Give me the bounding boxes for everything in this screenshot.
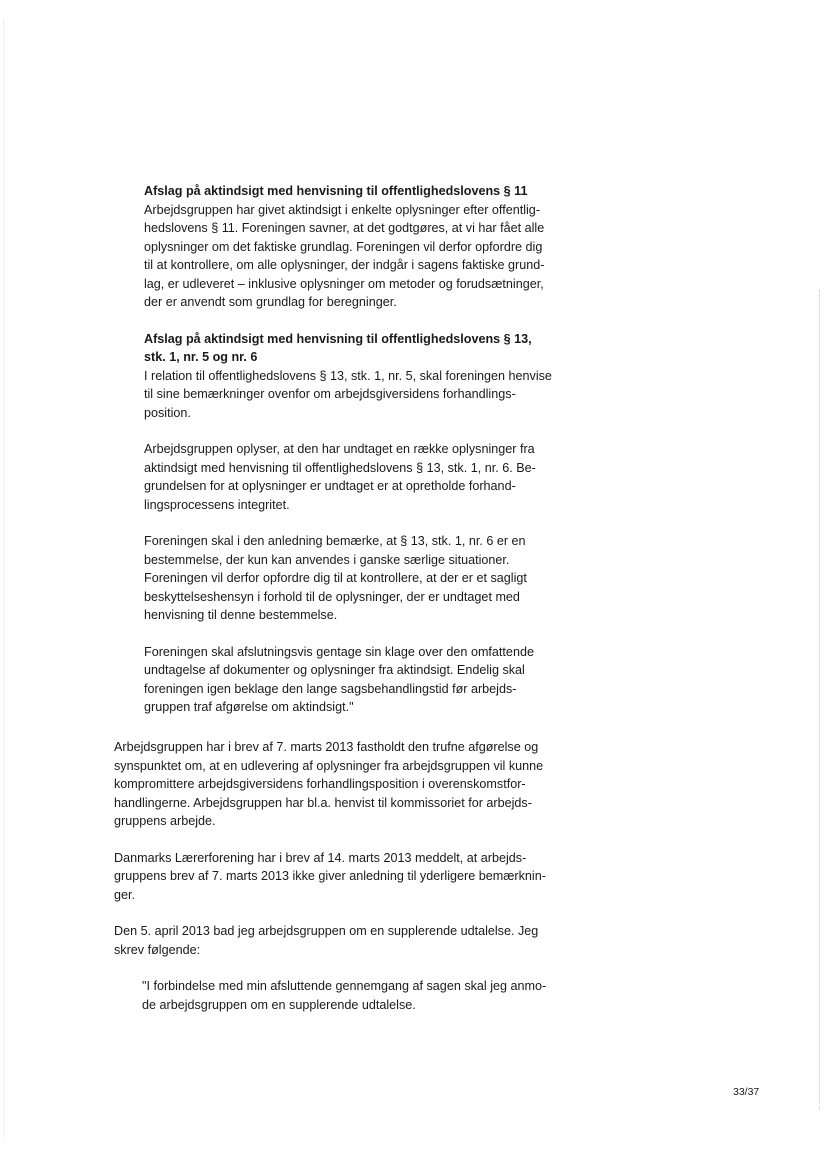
section-heading-paragraph-13: Afslag på aktindsigt med henvisning til offentlighedslovens § 13, stk. 1, nr. 5 og nr. 6 bbox=[144, 331, 532, 364]
section-13-paragraph-3: Foreningen skal i den anledning bemærke, at § 13, stk. 1, nr. 6 er en bestemmelse, der kun kan anvendes i ganske særlige situationer. Foreningen vil derfor opfordre dig til at kontrollere, at der er et sagligt beskyttelseshensyn i forhold til de oplysninger, der er undtaget med henvisning til denne bestemmelse. bbox=[144, 534, 527, 622]
body-paragraph-2: Danmarks Lærerforening har i brev af 14. marts 2013 meddelt, at arbejds- gruppens brev af 7. marts 2013 ikke giver anledning til yderligere bemærknin- ger. bbox=[114, 850, 546, 902]
scan-edge-left bbox=[3, 20, 5, 1140]
section-heading-paragraph-11: Afslag på aktindsigt med henvisning til offentlighedslovens § 11 bbox=[144, 184, 528, 198]
quoted-letter bbox=[144, 182, 584, 717]
section-13-paragraph-2: Arbejdsgruppen oplyser, at den har undtaget en række oplysninger fra aktindsigt med henvisning til offentlighedslovens § 13, stk. 1, nr. 6. Be- grundelsen for at oplysninger er undtaget er at opretholde forhand- lingsprocessens integritet. bbox=[144, 442, 536, 512]
scan-edge-right bbox=[818, 290, 820, 1110]
section-11-paragraph: Arbejdsgruppen har givet aktindsigt i enkelte oplysninger efter offentlig- hedslovens § 11. Foreningen savner, at det godtgøres, at vi har fået alle oplysninger om det faktiske grundlag. Foreningen vil derfor opfordre dig til at kontrollere, om alle oplysninger, der indgår i sagens faktiske grund- lag, er udleveret – inklusive oplysninger om metoder og forudsætninger, der er anvendt som grundlag for beregninger. bbox=[144, 202, 545, 309]
body-text bbox=[114, 738, 584, 1014]
body-paragraph-1: Arbejdsgruppen har i brev af 7. marts 2013 fastholdt den trufne afgørelse og synspunktet om, at en udlevering af oplysninger fra arbejdsgruppen vil kunne kompromittere arbejdsgiversidens forhandlingsposition i overenskomstfor- handlingerne. Arbejdsgruppen har bl.a. henvist til kommissoriet for arbejds- gruppens arbejde. bbox=[114, 740, 544, 828]
final-quote: "I forbindelse med min afsluttende gennemgang af sagen skal jeg anmo- de arbejdsgruppen om en supplerende udtalelse. bbox=[142, 979, 547, 1012]
section-13-paragraph-1: I relation til offentlighedslovens § 13, stk. 1, nr. 5, skal foreningen henvise til sine bemærkninger ovenfor om arbejdsgiversidens forhandlings- position. bbox=[144, 368, 552, 420]
body-paragraph-3: Den 5. april 2013 bad jeg arbejdsgruppen om en supplerende udtalelse. Jeg skrev følgende: bbox=[114, 924, 539, 957]
page-number: 33/37 bbox=[733, 1086, 760, 1098]
section-13-paragraph-4: Foreningen skal afslutningsvis gentage sin klage over den omfattende undtagelse af dokumenter og oplysninger fra aktindsigt. Endelig skal foreningen igen beklage den lange sagsbehandlingstid før arbejds- gruppen traf afgørelse om aktindsigt." bbox=[144, 644, 534, 714]
